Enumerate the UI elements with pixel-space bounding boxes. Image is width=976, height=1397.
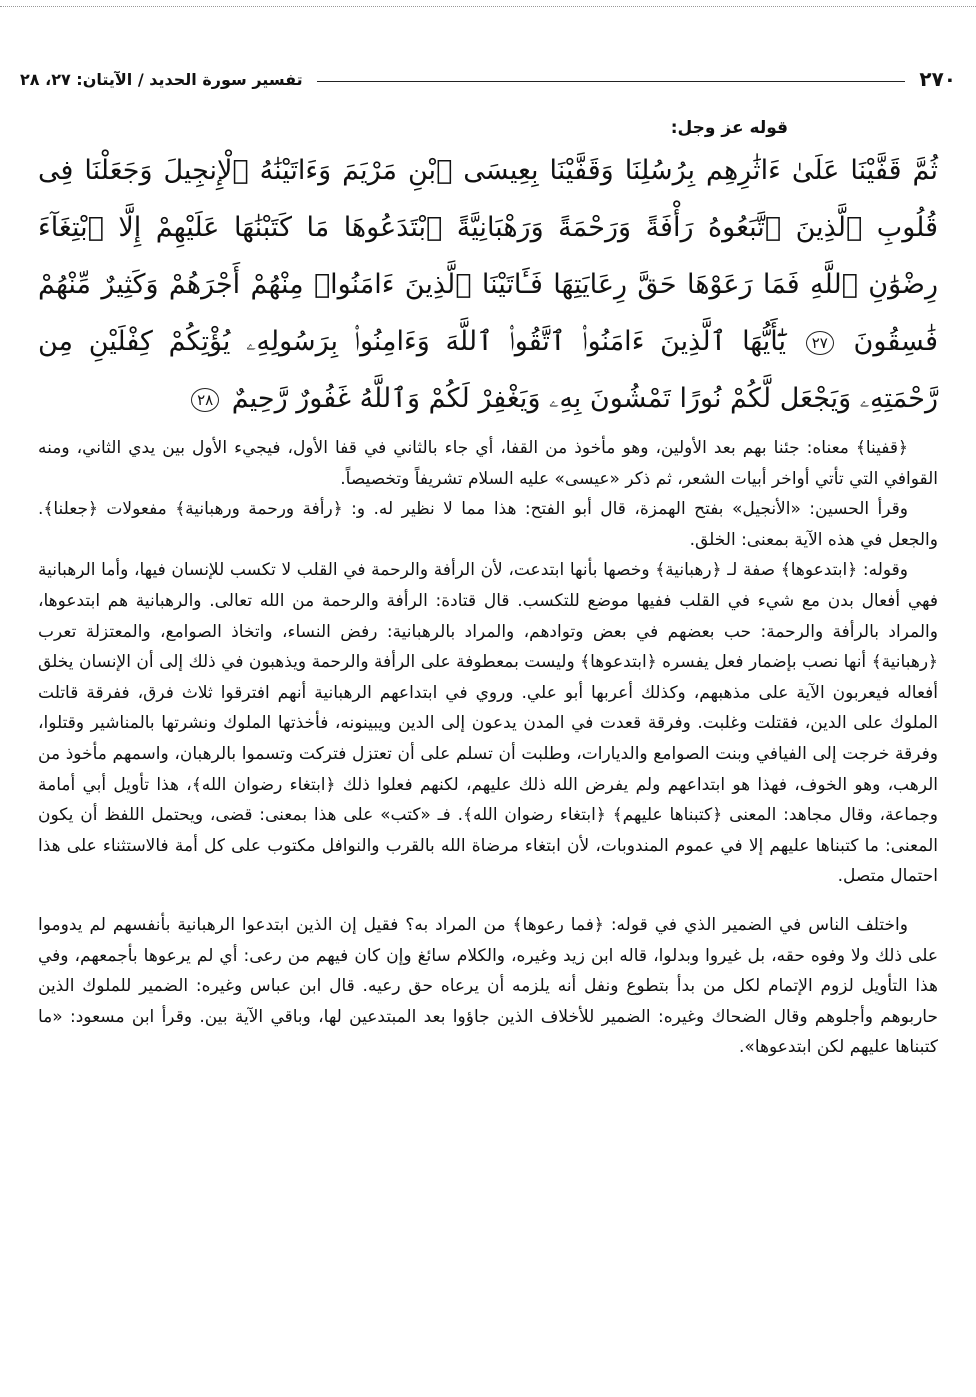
quran-verses [38,142,938,427]
paragraph-4: واختلف الناس في الضمير الذي في قوله: ﴿فما رعوها﴾ من المراد به؟ فقيل إن الذين ابتدعوا الرهبانية بأنفسهم لم يدوموا على ذلك ولا وفوه حقه، بل غيروا وبدلوا، قاله ابن زيد وغيره، والكلام سائغ وإن كان فيهم من رعى: أي لم يرعوها بأجمعهم، وفي هذا التأويل لزوم الإتمام لكل من بدأ بتطوع ونفل أنه يلزمه أن يرعاه حق رعيه. قال ابن عباس وغيره: الضمير للملوك الذين حاربوهم وأجلوهم وقال الضحاك وغيره: الضمير للأخلاف الذين جاؤوا بعد المبتدعين لها، وباقي الآية بين. وقرأ ابن مسعود: «ما كتبناها عليهم لكن ابتدعوها». [38,914,938,1058]
verse-number-27: ٢٧ [806,331,834,355]
verse-intro: قوله عز وجل: [670,118,788,138]
page-header [20,62,956,96]
top-dotted-rule [0,6,976,7]
paragraph-1: ﴿قفينا﴾ معناه: جئنا بهم بعد الأولين، وهو مأخوذ من القفا، أي جاء بالثاني في قفا الأول، فيجيء الأول بين يدي الثاني، ومنه القوافي التي تأتي أواخر أبيات الشعر، ثم ذكر «عيسى» عليه السلام تشريفاً وتخصيصاً. [38,438,938,489]
verse-27-text: ثُمَّ قَفَّيْنَا عَلَىٰ ءَاثَٰرِهِم بِرُسُلِنَا وَقَفَّيْنَا بِعِيسَى ٱبْنِ مَرْيَمَ وَءَاتَيْنَٰهُ ٱلْإِنجِيلَ وَجَعَلْنَا فِى قُلُوبِ ٱلَّذِينَ ٱتَّبَعُوهُ رَأْفَةً وَرَحْمَةً وَرَهْبَانِيَّةً ٱبْتَدَعُوهَا مَا كَتَبْنَٰهَا عَلَيْهِمْ إِلَّا ٱبْتِغَآءَ رِضْوَٰنِ ٱللَّهِ فَمَا رَعَوْهَا حَقَّ رِعَايَتِهَا فَـَٔاتَيْنَا ٱلَّذِينَ ءَامَنُوا۟ مِنْهُمْ أَجْرَهُمْ وَكَثِيرٌ مِّنْهُمْ فَٰسِقُونَ [38,155,938,357]
paragraph-2: وقرأ الحسين: «الأنجيل» بفتح الهمزة، قال أبو الفتح: هذا مما لا نظير له. و: ﴿رأفة ورحمة ورهبانية﴾ مفعولات ﴿جعلنا﴾. والجعل في هذه الآية بمعنى: الخلق. [38,499,938,550]
verse-number-28: ٢٨ [191,388,219,412]
page-number: ٢٧٠ [919,67,956,91]
verse-28-text: يَٰٓأَيُّهَا ٱلَّذِينَ ءَامَنُوا۟ ٱتَّقُوا۟ ٱللَّهَ وَءَامِنُوا۟ بِرَسُولِهِۦ يُؤْتِكُمْ كِفْلَيْنِ مِن رَّحْمَتِهِۦ وَيَجْعَل لَّكُمْ نُورًا تَمْشُونَ بِهِۦ وَيَغْفِرْ لَكُمْ وَٱللَّهُ غَفُورٌ رَّحِيمٌ [38,326,938,414]
paragraph-3: وقوله: ﴿ابتدعوها﴾ صفة لـ ﴿رهبانية﴾ وخصها بأنها ابتدعت، لأن الرأفة والرحمة في القلب لا تكسب للإنسان فيها، وأما الرهبانية فهي أفعال بدن مع شيء في القلب ففيها موضع للتكسب. قال قتادة: الرأفة والرحمة من الله تعالى. والرهبانية هم ابتدعوها، والمراد بالرأفة والرحمة: حب بعضهم في بعض وتوادهم، والمراد بالرهبانية: رفض النساء، واتخاذ الصوامع، والمعتزلة تعرب ﴿رهبانية﴾ أنها نصب بإضمار فعل يفسره ﴿ابتدعوها﴾ وليست بمعطوفة على الرأفة والرحمة ويذهبون في ذلك إلى أن الإنسان يخلق أفعاله فيعربون الآية على مذهبهم، وكذلك أعربها أبو علي. وروي في ابتداعهم الرهبانية أنهم افترقوا ثلاث فرق، ففرقة قاتلت الملوك على الدين، فقتلت وغلبت. وفرقة قعدت في المدن يدعون إلى الدين ويبينونه، فأخذتها الملوك ونشرتها بالمناشير وقتلوا، وفرقة خرجت إلى الفيافي وبنت الصوامع والديارات، وطلبت أن تسلم على أن تعتزل فتركت وتسموا بالرهبان، واسمهم مأخوذ من الرهب، وهو الخوف، فهذا هو ابتداعهم ولم يفرض الله ذلك عليهم، لكنهم فعلوا ذلك ﴿ابتغاء رضوان الله﴾، هذا تأويل أبي أمامة وجماعة، وقال مجاهد: المعنى ﴿كتبناها عليهم﴾ ﴿ابتغاء رضوان الله﴾. فـ «كتب» على هذا بمعنى: قضى، ويحتمل اللفظ أن يكون المعنى: ما كتبناها عليهم إلا في عموم المندوبات، لأن ابتغاء مرضاة الله بالقرب والنوافل مكتوب على كل أمة فالاستثناء على هذا احتمال متصل. [38,560,938,887]
running-title: تفسير سورة الحديد / الآيتان: ٢٧، ٢٨ [20,69,303,89]
header-rule [317,81,906,82]
page-content [38,118,938,1063]
paragraph-gap [38,892,938,910]
